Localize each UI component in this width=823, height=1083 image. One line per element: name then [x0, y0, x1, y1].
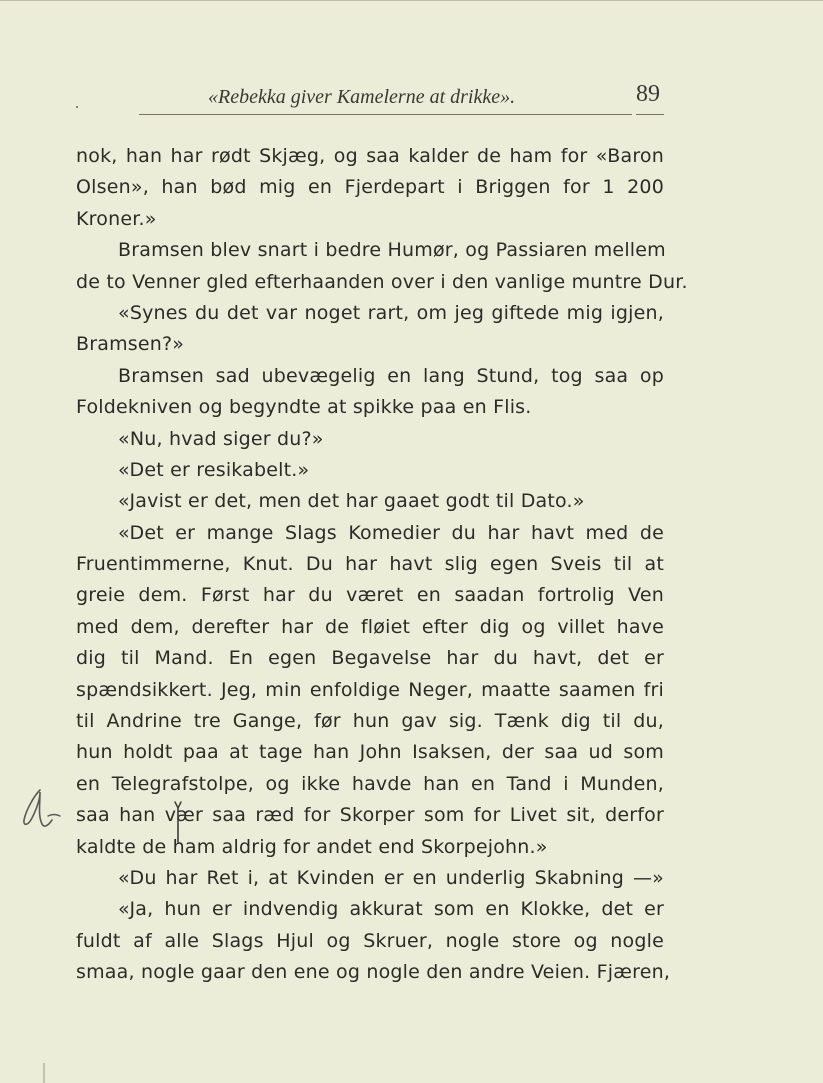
page-top-edge	[0, 0, 823, 1]
page-number: 89	[636, 81, 660, 107]
page-header	[0, 81, 823, 124]
text-line: spændsikkert. Jeg, min enfoldige Neger, maatte saamen fri	[76, 678, 664, 701]
header-rule	[139, 114, 632, 115]
handwritten-margin-mark-icon	[18, 786, 62, 832]
text-line: med dem, derefter har de fløiet efter dig og villet have	[76, 615, 664, 638]
text-line: «Ja, hun er indvendig akkurat som en Klokke, det er	[118, 898, 664, 921]
text-line: «Javist er det, men det har gaaet godt til Dato.»	[118, 490, 585, 513]
text-line: Kroner.»	[76, 207, 157, 230]
text-line: en Telegrafstolpe, og ikke havde han en Tand i Munden,	[76, 772, 664, 795]
text-line: Foldekniven og begyndte at spikke paa en Flis.	[76, 396, 532, 419]
text-line: Fruentimmerne, Knut. Du har havt slig egen Sveis til at	[76, 553, 664, 576]
running-title: «Rebekka giver Kamelerne at drikke».	[208, 86, 516, 108]
text-line: «Nu, hvad siger du?»	[118, 427, 324, 450]
handwritten-insert-mark-icon	[172, 798, 184, 844]
text-line: nok, han har rødt Skjæg, og saa kalder de ham for «Baron	[76, 145, 664, 167]
text-line: kaldte de ham aldrig for andet end Skorpejohn.»	[76, 835, 548, 858]
body-text	[76, 141, 688, 989]
header-rule-page-number	[636, 114, 664, 115]
text-line: dig til Mand. En egen Begavelse har du havt, det er	[76, 647, 664, 670]
text-line: fuldt af alle Slags Hjul og Skruer, nogle store og nogle	[76, 929, 664, 952]
text-line: «Det er resikabelt.»	[118, 458, 310, 481]
text-line: Bramsen?»	[76, 333, 185, 356]
text-line: smaa, nogle gaar den ene og nogle den andre Veien. Fjæren,	[76, 961, 671, 984]
text-line: «Synes du det var noget rart, om jeg giftede mig igjen,	[118, 301, 664, 324]
text-line: Olsen», han bød mig en Fjerdepart i Briggen for 1 200	[76, 176, 664, 199]
header-dot	[76, 106, 78, 108]
text-line: til Andrine tre Gange, før hun gav sig. Tænk dig til du,	[76, 710, 664, 733]
text-line: Bramsen blev snart i bedre Humør, og Passiaren mellem	[118, 239, 666, 262]
text-line: saa han vær saa ræd for Skorper som for Livet sit, derfor	[76, 804, 664, 827]
text-line: «Du har Ret i, at Kvinden er en underlig Skabning —»	[118, 866, 664, 889]
text-line: de to Venner gled efterhaanden over i den vanlige muntre Dur.	[76, 270, 688, 293]
page-corner-mark-icon	[40, 1063, 48, 1083]
text-line: hun holdt paa at tage han John Isaksen, der saa ud som	[76, 741, 664, 764]
text-line: Bramsen sad ubevægelig en lang Stund, tog saa op	[118, 364, 664, 387]
text-line: «Det er mange Slags Komedier du har havt med de	[118, 521, 664, 544]
text-line: greie dem. Først har du været en saadan fortrolig Ven	[76, 584, 664, 607]
